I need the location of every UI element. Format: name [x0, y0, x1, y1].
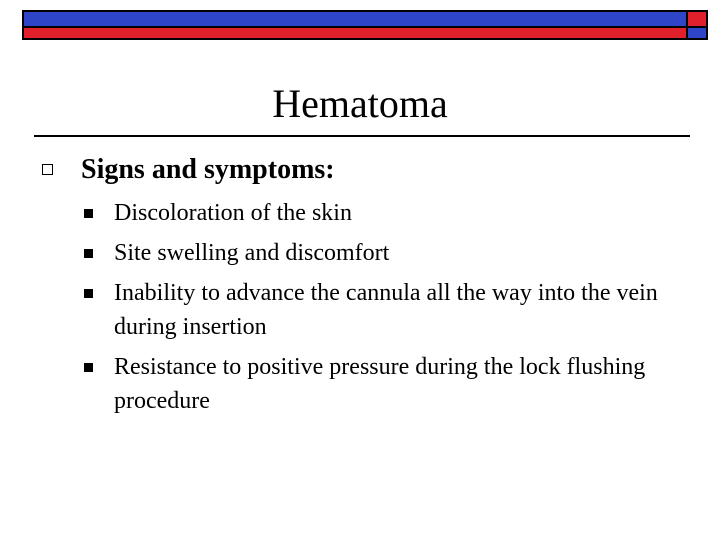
- header-band-red: [22, 28, 688, 40]
- filled-square-bullet-icon: [84, 363, 93, 372]
- title-divider: [34, 135, 690, 137]
- header-decoration-band: [22, 10, 712, 40]
- header-corner-blue: [688, 28, 708, 40]
- header-corner-red: [688, 10, 708, 28]
- sub-point-list: [84, 196, 684, 418]
- filled-square-bullet-icon: [84, 249, 93, 258]
- sub-point-item: [84, 196, 684, 230]
- header-band-blue: [22, 10, 688, 28]
- sub-point-text: Resistance to positive pressure during the lock flushing procedure: [114, 354, 646, 414]
- sub-point-text: Inability to advance the cannula all the way into the vein during insertion: [114, 280, 658, 340]
- filled-square-bullet-icon: [84, 209, 93, 218]
- sub-point-item: [84, 350, 684, 418]
- sub-point-item: [84, 276, 684, 344]
- sub-point-text: Site swelling and discomfort: [114, 240, 390, 266]
- filled-square-bullet-icon: [84, 289, 93, 298]
- hollow-square-bullet-icon: [42, 164, 53, 175]
- main-point-text: Signs and symptoms:: [81, 154, 335, 185]
- sub-point-item: [84, 236, 684, 270]
- sub-point-text: Discoloration of the skin: [114, 200, 352, 226]
- slide-title: Hematoma: [272, 81, 448, 126]
